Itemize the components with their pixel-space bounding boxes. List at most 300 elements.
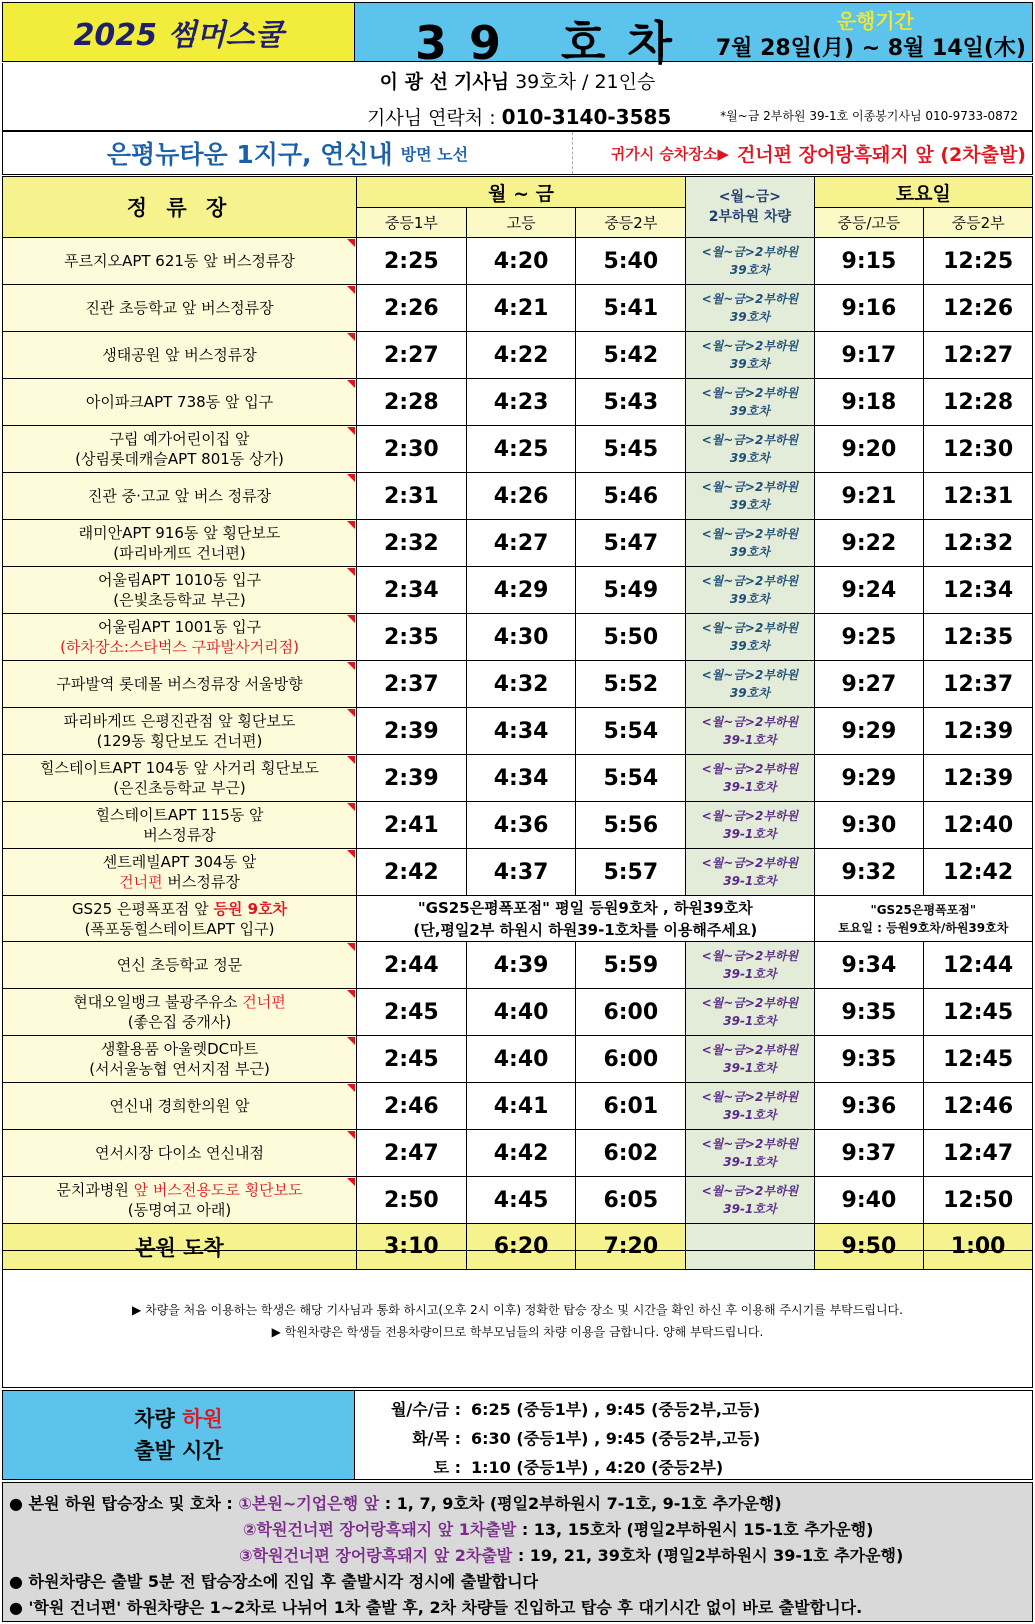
time-cell: 4:40 (466, 1036, 576, 1083)
comment-flag-icon (347, 427, 355, 435)
driver-line (3, 67, 1032, 94)
time-cell: 6:05 (576, 1177, 686, 1224)
time-cell: 2:45 (357, 989, 467, 1036)
time-cell: 12:42 (924, 849, 1033, 896)
stop-cell (3, 1130, 357, 1177)
bus-capacity: 39호차 / 21인승 (515, 71, 656, 93)
late-bus-cell (686, 1036, 814, 1083)
stop-cell (3, 896, 357, 942)
late-bus-cell (686, 379, 814, 426)
route-title: 은평뉴타운 1지구, 연신내 (106, 140, 393, 169)
stop-name: 힐스테이트APT 115동 앞 (95, 806, 264, 824)
driver-info (2, 63, 1033, 131)
contact-line (367, 103, 671, 130)
comment-flag-icon (347, 1131, 355, 1139)
time-cell: 2:39 (357, 755, 467, 802)
late-bus-cell (686, 567, 814, 614)
late-bus-cell (686, 285, 814, 332)
time-cell: 9:30 (814, 802, 924, 849)
timetable-row (3, 1177, 1033, 1224)
stop-cell (3, 473, 357, 520)
time-cell: 9:35 (814, 989, 924, 1036)
stop-name: 생활용품 아울렛DC마트 (100, 1040, 259, 1058)
time-cell: 12:27 (924, 332, 1033, 379)
stop-cell (3, 238, 357, 285)
contact-label: 기사님 연락처 : (367, 107, 496, 129)
late-bus-cell (686, 426, 814, 473)
late-bus-header (686, 177, 814, 238)
time-cell: 5:52 (576, 661, 686, 708)
late-header-text: <월~금> 2부하원 차량 (708, 189, 791, 225)
departure-row (355, 1397, 1032, 1420)
stop-cell (3, 708, 357, 755)
time-cell: 4:23 (466, 379, 576, 426)
time-cell: 4:32 (466, 661, 576, 708)
time-cell: 2:28 (357, 379, 467, 426)
departure-time: 6:25 (중등1부) , 9:45 (중등2부,고등) (471, 1400, 761, 1419)
time-cell: 12:39 (924, 708, 1033, 755)
timetable-row (3, 473, 1033, 520)
boarding-line: ● 하원차량은 출발 5분 전 탑승장소에 진입 후 출발시각 정시에 출발합니다 (9, 1572, 539, 1591)
time-cell: 2:45 (357, 1036, 467, 1083)
time-cell: 2:27 (357, 332, 467, 379)
time-cell: 5:49 (576, 567, 686, 614)
time-cell: 9:34 (814, 942, 924, 989)
late-bus-cell (686, 942, 814, 989)
time-cell: 9:25 (814, 614, 924, 661)
saturday-header: 토요일 (814, 177, 1032, 208)
stop-detail: (파리바게뜨 건너편) (113, 544, 246, 562)
timetable-row (3, 849, 1033, 896)
arrival-time: 6:20 (466, 1224, 576, 1270)
time-cell: 12:28 (924, 379, 1033, 426)
stop-name: 진관 초등학교 앞 버스정류장 (85, 299, 274, 317)
late-bus-cell (686, 661, 814, 708)
period-label: 운행기간 (836, 9, 914, 33)
boarding-place: ①본원~기업은행 앞 (238, 1494, 380, 1513)
stop-detail: (폭포동힐스테이트APT 입구) (84, 919, 275, 938)
comment-flag-icon (347, 803, 355, 811)
late-bus-text: <월~금>2부하원 39-1호차 (701, 949, 799, 981)
time-cell: 12:45 (924, 1036, 1033, 1083)
late-bus-cell (686, 755, 814, 802)
arrival-time: 7:20 (576, 1224, 686, 1270)
time-cell: 5:54 (576, 708, 686, 755)
stop-cell (3, 567, 357, 614)
stop-name: 어울림APT 1010동 입구 (97, 571, 262, 589)
stop-cell (3, 379, 357, 426)
time-cell: 4:26 (466, 473, 576, 520)
sub-header: 고등 (466, 208, 576, 238)
time-cell: 4:30 (466, 614, 576, 661)
driver-title: 기사님 (453, 71, 510, 93)
time-cell: 2:47 (357, 1130, 467, 1177)
time-cell: 12:44 (924, 942, 1033, 989)
time-cell: 2:46 (357, 1083, 467, 1130)
time-cell: 5:43 (576, 379, 686, 426)
timetable-row (3, 755, 1033, 802)
late-bus-text: <월~금>2부하원 39-1호차 (701, 715, 799, 747)
stop-cell (3, 614, 357, 661)
comment-flag-icon (347, 1037, 355, 1045)
stop-name: 힐스테이트APT 104동 앞 사거리 횡단보도 (39, 759, 320, 777)
boarding-line: ● '학원 건너편' 하원차량은 1~2차로 나뉘어 1차 출발 후, 2차 차량들 진입하고 탑승 후 대기시간 없이 바로 출발합니다. (9, 1598, 863, 1617)
comment-flag-icon (347, 521, 355, 529)
timetable-row (3, 661, 1033, 708)
sub-header: 중등/고등 (814, 208, 924, 238)
comment-flag-icon (347, 239, 355, 247)
time-cell: 9:35 (814, 1036, 924, 1083)
boarding-line (239, 1543, 903, 1566)
stop-name: 센트레빌APT 304동 앞 (102, 853, 257, 871)
stop-name: 아이파크APT 738동 앞 입구 (85, 393, 274, 411)
time-cell: 4:27 (466, 520, 576, 567)
time-cell: 6:01 (576, 1083, 686, 1130)
time-cell: 12:40 (924, 802, 1033, 849)
time-cell: 9:21 (814, 473, 924, 520)
stop-detail: (은빛초등학교 부근) (113, 591, 246, 609)
departure-rows (355, 1391, 1032, 1479)
late-bus-cell (686, 473, 814, 520)
stop-name: 파리바게뜨 은평진관점 앞 횡단보도 (63, 712, 296, 730)
stop-cell (3, 1177, 357, 1224)
return-pickup (573, 132, 1032, 174)
time-cell: 4:25 (466, 426, 576, 473)
notice-line: ▶ 차량을 처음 이용하는 학생은 해당 기사님과 통화 하시고(오후 2시 이후) 정확한 탑승 장소 및 시간을 확인 하신 후 이용해 주시기를 부탁드립니다. (132, 1303, 903, 1317)
late-bus-cell (686, 708, 814, 755)
departure-time: 1:10 (중등1부) , 4:20 (중등2부) (471, 1458, 724, 1477)
late-bus-text: <월~금>2부하원 39호차 (701, 245, 799, 277)
time-cell: 5:47 (576, 520, 686, 567)
late-bus-text: <월~금>2부하원 39호차 (701, 433, 799, 465)
late-bus-cell (686, 849, 814, 896)
stop-name: 생태공원 앞 버스정류장 (102, 346, 257, 364)
late-bus-cell (686, 1177, 814, 1224)
arrival-time: 3:10 (357, 1224, 467, 1270)
departure-time: 6:30 (중등1부) , 9:45 (중등2부,고등) (471, 1429, 761, 1448)
boarding-rest: : 1, 7, 9호차 (평일2부하원시 7-1호, 9-1호 추가운행) (384, 1494, 782, 1513)
time-cell: 9:29 (814, 708, 924, 755)
time-cell: 12:37 (924, 661, 1033, 708)
stop-name: 문치과병원 (56, 1181, 129, 1199)
time-cell: 9:20 (814, 426, 924, 473)
timetable-row (3, 942, 1033, 989)
late-bus-text: <월~금>2부하원 39호차 (701, 386, 799, 418)
timetable-row (3, 520, 1033, 567)
time-cell: 4:37 (466, 849, 576, 896)
time-cell: 4:20 (466, 238, 576, 285)
time-cell: 12:39 (924, 755, 1033, 802)
late-bus-text: <월~금>2부하원 39호차 (701, 574, 799, 606)
late-bus-text: <월~금>2부하원 39-1호차 (701, 1090, 799, 1122)
time-cell: 5:54 (576, 755, 686, 802)
time-cell: 5:50 (576, 614, 686, 661)
late-bus-cell (686, 520, 814, 567)
comment-flag-icon (347, 1084, 355, 1092)
stop-detail: (은진초등학교 부근) (113, 779, 246, 797)
arrival-label: 본원 도착 (3, 1224, 357, 1270)
header-bar (2, 2, 1033, 70)
late-bus-text: <월~금>2부하원 39-1호차 (701, 856, 799, 888)
time-cell: 5:59 (576, 942, 686, 989)
boarding-line (243, 1517, 873, 1540)
time-cell: 9:27 (814, 661, 924, 708)
route-bar (2, 131, 1033, 175)
timetable-row (3, 1083, 1033, 1130)
stop-detail: (좋은집 중개사) (127, 1013, 232, 1031)
time-cell: 4:34 (466, 755, 576, 802)
time-cell: 2:31 (357, 473, 467, 520)
notice-line: ▶ 학원차량은 학생들 전용차량이므로 학부모님들의 차량 이용을 금합니다. 양해 부탁드립니다. (271, 1325, 764, 1339)
time-cell: 12:26 (924, 285, 1033, 332)
late-bus-cell (686, 332, 814, 379)
stop-name: 현대오일뱅크 불광주유소 (73, 993, 238, 1011)
time-cell: 9:32 (814, 849, 924, 896)
time-cell: 4:45 (466, 1177, 576, 1224)
comment-flag-icon (347, 850, 355, 858)
time-cell: 2:35 (357, 614, 467, 661)
late-bus-text: <월~금>2부하원 39-1호차 (701, 1184, 799, 1216)
comment-flag-icon (347, 1178, 355, 1186)
stop-name: 연서시장 다이소 연신내점 (95, 1144, 264, 1162)
departure-day: 월/수/금 : (390, 1400, 461, 1419)
time-cell: 5:46 (576, 473, 686, 520)
comment-flag-icon (347, 380, 355, 388)
departure-day: 화/목 : (412, 1429, 461, 1448)
stop-cell (3, 849, 357, 896)
stop-cell (3, 285, 357, 332)
gs25-saturday-line: "GS25은평폭포점" (870, 902, 977, 917)
departure-title-2: 출발 시간 (134, 1439, 223, 1463)
timetable-row (3, 989, 1033, 1036)
time-cell: 9:17 (814, 332, 924, 379)
stop-name-highlight: 건너편 (242, 993, 286, 1011)
late-bus-text: <월~금>2부하원 39호차 (701, 292, 799, 324)
time-cell: 12:30 (924, 426, 1033, 473)
late-bus-text: <월~금>2부하원 39호차 (701, 668, 799, 700)
time-cell: 9:22 (814, 520, 924, 567)
late-bus-text: <월~금>2부하원 39-1호차 (701, 996, 799, 1028)
return-label: 귀가시 승차장소▶ (610, 144, 729, 163)
time-cell: 12:45 (924, 989, 1033, 1036)
sub-header: 중등2부 (924, 208, 1033, 238)
late-bus-cell (686, 802, 814, 849)
timetable-row (3, 567, 1033, 614)
time-cell: 4:39 (466, 942, 576, 989)
time-cell: 5:57 (576, 849, 686, 896)
time-cell: 5:56 (576, 802, 686, 849)
time-cell: 2:37 (357, 661, 467, 708)
stop-cell (3, 802, 357, 849)
time-cell: 2:30 (357, 426, 467, 473)
stop-name: GS25 은평폭포점 앞 (71, 899, 209, 918)
late-bus-cell (686, 238, 814, 285)
gs25-saturday-line: 토요일 : 등원9호차/하원39호차 (838, 920, 1009, 935)
stop-detail: (동명여고 아래) (127, 1201, 232, 1219)
time-cell: 5:41 (576, 285, 686, 332)
boarding-place: ②학원건너편 장어랑흑돼지 앞 1차출발 (243, 1520, 517, 1539)
contact-phone[interactable]: 010-3140-3585 (501, 105, 672, 129)
late-bus-cell (686, 614, 814, 661)
departure-row (355, 1426, 1032, 1449)
comment-flag-icon (347, 615, 355, 623)
timetable-row (3, 285, 1033, 332)
time-cell: 9:36 (814, 1083, 924, 1130)
time-cell: 9:16 (814, 285, 924, 332)
stop-detail: (서서울농협 연서지점 부근) (89, 1060, 270, 1078)
time-cell: 2:44 (357, 942, 467, 989)
time-cell: 12:47 (924, 1130, 1033, 1177)
stop-cell (3, 942, 357, 989)
time-cell: 9:29 (814, 755, 924, 802)
stop-name: 푸르지오APT 621동 앞 버스정류장 (64, 252, 295, 270)
late-bus-text: <월~금>2부하원 39호차 (701, 339, 799, 371)
stop-cell (3, 332, 357, 379)
departure-title (3, 1391, 355, 1479)
boarding-rest: : 19, 21, 39호차 (평일2부하원시 39-1호 추가운행) (517, 1546, 904, 1565)
departure-title-1: 차량 (134, 1407, 175, 1431)
gs25-row (3, 896, 1033, 942)
boarding-place: ③학원건너편 장어랑흑돼지 앞 2차출발 (239, 1546, 513, 1565)
program-title: 2025 썸머스쿨 (3, 3, 355, 61)
stop-detail: 버스정류장 (143, 826, 216, 844)
departure-title-red: 하원 (182, 1407, 223, 1431)
comment-flag-icon (347, 286, 355, 294)
late-bus-text: <월~금>2부하원 39-1호차 (701, 1137, 799, 1169)
alternate-driver-note: *월~금 2부하원 39-1호 이종봉기사님 010-9733-0872 (720, 109, 1018, 123)
time-cell: 4:21 (466, 285, 576, 332)
comment-flag-icon (347, 474, 355, 482)
return-place: 건너편 장어랑흑돼지 앞 (2차출발) (736, 143, 1026, 166)
comment-flag-icon (347, 756, 355, 764)
time-cell: 9:40 (814, 1177, 924, 1224)
comment-flag-icon (347, 568, 355, 576)
time-cell: 2:50 (357, 1177, 467, 1224)
timetable-row (3, 379, 1033, 426)
notice-box (2, 1250, 1033, 1388)
timetable-row (3, 332, 1033, 379)
time-cell: 4:40 (466, 989, 576, 1036)
stop-name-highlight: 앞 버스전용도로 횡단보도 (133, 1181, 303, 1199)
time-cell: 12:32 (924, 520, 1033, 567)
stop-cell (3, 520, 357, 567)
late-bus-text: <월~금>2부하원 39-1호차 (701, 809, 799, 841)
time-cell: 4:36 (466, 802, 576, 849)
sub-header: 중등2부 (576, 208, 686, 238)
weekday-header: 월 ~ 금 (357, 177, 686, 208)
late-bus-text: <월~금>2부하원 39호차 (701, 527, 799, 559)
stop-name-highlight: 등원 9호차 (213, 899, 288, 918)
time-cell: 12:25 (924, 238, 1033, 285)
time-cell: 12:34 (924, 567, 1033, 614)
stop-name: 구파발역 롯데몰 버스정류장 서울방향 (56, 675, 303, 693)
boarding-line (9, 1491, 782, 1514)
departure-row (355, 1455, 1032, 1478)
stop-detail: (129동 횡단보도 건너편) (96, 732, 263, 750)
stop-detail: (상림롯데캐슬APT 801동 상가) (75, 450, 284, 468)
timetable-row (3, 426, 1033, 473)
time-cell: 9:24 (814, 567, 924, 614)
stop-name: 구립 예가어린이집 앞 (109, 430, 250, 448)
time-cell: 2:26 (357, 285, 467, 332)
gs25-weekday-note (357, 896, 815, 942)
stop-column-header: 정 류 장 (3, 177, 357, 238)
route-direction: 방면 노선 (400, 144, 469, 164)
timetable-row (3, 1036, 1033, 1083)
departure-times (2, 1390, 1033, 1480)
time-cell: 12:50 (924, 1177, 1033, 1224)
gs25-weekday-line: (단,평일2부 하원시 하원39-1호차를 이용해주세요) (413, 920, 758, 939)
stop-detail-highlight: 건너편 (119, 873, 163, 891)
time-cell: 4:34 (466, 708, 576, 755)
time-cell: 2:32 (357, 520, 467, 567)
time-cell: 2:39 (357, 708, 467, 755)
stop-cell (3, 1083, 357, 1130)
time-cell: 2:42 (357, 849, 467, 896)
driver-name: 이 광 선 (379, 71, 448, 93)
late-bus-text: <월~금>2부하원 39-1호차 (701, 762, 799, 794)
time-cell: 4:42 (466, 1130, 576, 1177)
boarding-rest: : 13, 15호차 (평일2부하원시 15-1호 추가운행) (521, 1520, 874, 1539)
stop-cell (3, 755, 357, 802)
late-bus-text: <월~금>2부하원 39호차 (701, 480, 799, 512)
stop-cell (3, 426, 357, 473)
time-cell: 12:31 (924, 473, 1033, 520)
timetable-row (3, 802, 1033, 849)
time-cell: 12:35 (924, 614, 1033, 661)
time-cell: 4:29 (466, 567, 576, 614)
stop-name: 연신 초등학교 정문 (116, 956, 243, 974)
time-cell: 4:22 (466, 332, 576, 379)
time-cell: 6:00 (576, 989, 686, 1036)
time-cell: 5:42 (576, 332, 686, 379)
boarding-info (2, 1482, 1033, 1622)
timetable-row (3, 708, 1033, 755)
timetable-row (3, 614, 1033, 661)
time-cell: 5:40 (576, 238, 686, 285)
comment-flag-icon (347, 943, 355, 951)
time-cell: 6:02 (576, 1130, 686, 1177)
time-cell: 9:15 (814, 238, 924, 285)
time-cell: 2:25 (357, 238, 467, 285)
stop-name: 연신내 경희한의원 앞 (109, 1097, 250, 1115)
late-bus-cell (686, 1083, 814, 1130)
stop-name: 진관 중·고교 앞 버스 정류장 (87, 487, 272, 505)
stop-detail: (하차장소:스타벅스 구파발사거리점) (60, 638, 299, 656)
comment-flag-icon (347, 662, 355, 670)
time-cell: 9:18 (814, 379, 924, 426)
timetable-row (3, 1130, 1033, 1177)
time-cell: 6:00 (576, 1036, 686, 1083)
departure-day: 토 : (433, 1458, 461, 1477)
period-dates: 7월 28일(月) ~ 8월 14일(木) (715, 36, 1026, 61)
late-bus-text: <월~금>2부하원 39호차 (701, 621, 799, 653)
gs25-weekday-line: "GS25은평폭포점" 평일 등원9호차 , 하원39호차 (417, 898, 753, 917)
comment-flag-icon (347, 333, 355, 341)
late-bus-cell (686, 989, 814, 1036)
comment-flag-icon (347, 990, 355, 998)
time-cell: 12:46 (924, 1083, 1033, 1130)
stop-name: 어울림APT 1001동 입구 (97, 618, 262, 636)
sub-header: 중등1부 (357, 208, 467, 238)
timetable (2, 176, 1033, 1270)
arrival-time: 9:50 (814, 1224, 924, 1270)
stop-name: 래미안APT 916동 앞 횡단보도 (78, 524, 281, 542)
time-cell: 4:41 (466, 1083, 576, 1130)
arrival-time: 1:00 (924, 1224, 1033, 1270)
time-cell: 9:37 (814, 1130, 924, 1177)
header-right (355, 3, 1032, 70)
